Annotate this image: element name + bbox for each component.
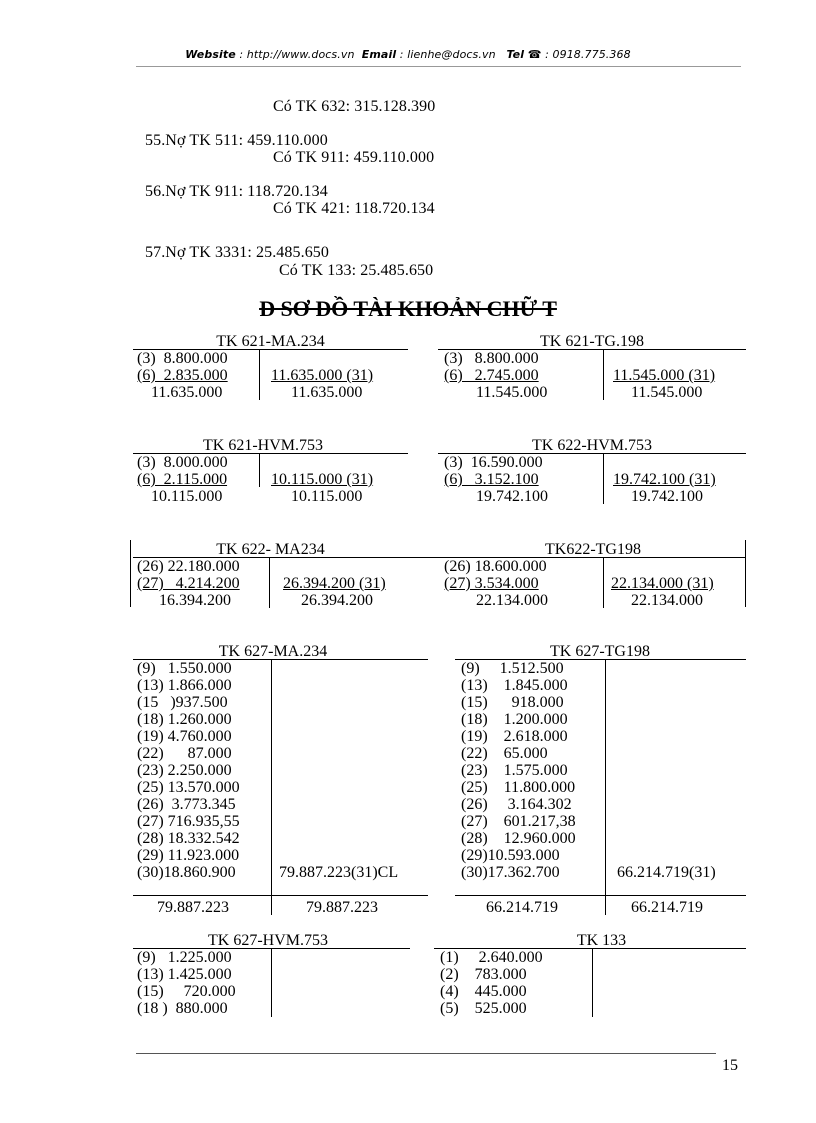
entry-57-debit: 57.Nợ TK 3331: 25.485.650 — [145, 244, 329, 261]
t-account-627-ma234 — [133, 643, 428, 918]
t-account-133 — [434, 932, 746, 1022]
debit-entry: (13) 1.425.000 — [137, 966, 232, 983]
debit-entry: (9) 1.512.500 — [461, 660, 564, 677]
debit-total: 11.545.000 — [476, 384, 548, 401]
debit-entry: (1) 2.640.000 — [440, 949, 543, 966]
website-label: Website — [185, 48, 236, 61]
debit-entry: (6) 2.835.000 — [137, 367, 228, 384]
t-account-621-ma234 — [133, 333, 408, 403]
entry-56-debit: 56.Nợ TK 911: 118.720.134 — [145, 183, 328, 200]
debit-entry: (4) 445.000 — [440, 983, 527, 1000]
debit-entry: (26) 3.164.302 — [461, 796, 572, 813]
email-label: Email — [361, 48, 397, 61]
credit-entry: 66.214.719(31) — [617, 864, 716, 881]
account-name: TK 622- MA234 — [216, 541, 325, 558]
debit-entry: (28) 18.332.542 — [137, 830, 240, 847]
debit-total: 66.214.719 — [486, 899, 558, 916]
entry-57-credit: Có TK 133: 25.485.650 — [279, 262, 434, 279]
t-account-622-ma234 — [133, 541, 408, 611]
debit-entry: (23) 1.575.000 — [461, 762, 568, 779]
entry-credit-632: Có TK 632: 315.128.390 — [273, 98, 436, 115]
credit-total: 19.742.100 — [631, 488, 703, 505]
debit-entry: (3) 8.800.000 — [137, 350, 228, 367]
debit-entry: (15 )937.500 — [137, 694, 228, 711]
t-account-627-hvm753 — [133, 932, 410, 1022]
debit-entry: (23) 2.250.000 — [137, 762, 232, 779]
account-name: TK 621-MA.234 — [216, 333, 325, 350]
debit-entry: (6) 3.152.100 — [444, 471, 539, 488]
phone-icon: ☎ — [527, 48, 542, 61]
debit-entry: (3) 8.000.000 — [137, 454, 228, 471]
tel-label: Tel — [506, 48, 525, 61]
debit-entry: (18) 1.200.000 — [461, 711, 568, 728]
debit-total: 11.635.000 — [151, 384, 223, 401]
debit-entry: (6) 2.115.000 — [137, 471, 228, 488]
debit-total: 10.115.000 — [151, 488, 223, 505]
credit-total: 11.545.000 — [631, 384, 703, 401]
debit-entry: (9) 1.225.000 — [137, 949, 232, 966]
t-account-622-tg198 — [408, 541, 745, 611]
t-account-621-tg198 — [438, 333, 746, 403]
debit-entry: (19) 4.760.000 — [137, 728, 232, 745]
email-value: : lienhe@docs.vn — [396, 48, 496, 61]
entry-55-debit: 55.Nợ TK 511: 459.110.000 — [145, 132, 328, 149]
entry-56-credit: Có TK 421: 118.720.134 — [273, 200, 435, 217]
debit-entry: (27) 716.935,55 — [137, 813, 240, 830]
debit-entry: (15) 720.000 — [137, 983, 236, 1000]
debit-entry: (5) 525.000 — [440, 1000, 527, 1017]
debit-entry: (22) 87.000 — [137, 745, 232, 762]
credit-total: 26.394.200 — [301, 592, 373, 609]
account-name: TK 621-TG.198 — [540, 333, 644, 350]
debit-entry: (3) 8.800.000 — [444, 350, 539, 367]
debit-entry: (26) 3.773.345 — [137, 796, 236, 813]
debit-entry: (27) 3.534.000 — [444, 575, 539, 592]
debit-entry: (9) 1.550.000 — [137, 660, 232, 677]
page-number: 15 — [722, 1057, 738, 1074]
credit-entry: 79.887.223(31)CL — [279, 864, 399, 881]
account-name: TK622-TG198 — [545, 541, 641, 558]
page-header — [0, 48, 816, 61]
debit-entry: (28) 12.960.000 — [461, 830, 576, 847]
credit-entry: 11.635.000 (31) — [271, 367, 374, 384]
credit-total: 22.134.000 — [631, 592, 703, 609]
debit-total: 16.394.200 — [159, 592, 231, 609]
debit-entry: (2) 783.000 — [440, 966, 527, 983]
debit-entry: (26) 22.180.000 — [137, 558, 240, 575]
t-account-627-tg198 — [455, 643, 746, 918]
debit-entry: (19) 2.618.000 — [461, 728, 568, 745]
credit-entry: 26.394.200 (31) — [283, 575, 386, 592]
credit-total: 66.214.719 — [631, 899, 703, 916]
debit-entry: (13) 1.866.000 — [137, 677, 232, 694]
t-account-621-hvm753 — [133, 437, 408, 507]
debit-entry: (3) 16.590.000 — [444, 454, 543, 471]
credit-entry: 11.545.000 (31) — [613, 367, 716, 384]
credit-total: 79.887.223 — [306, 899, 378, 916]
debit-entry: (27) 601.217,38 — [461, 813, 576, 830]
debit-entry: (6) 2.745.000 — [444, 367, 539, 384]
debit-entry: (22) 65.000 — [461, 745, 548, 762]
credit-total: 11.635.000 — [291, 384, 363, 401]
website-value: : http://www.docs.vn — [235, 48, 355, 61]
debit-entry: (26) 18.600.000 — [444, 558, 547, 575]
debit-entry: (30)17.362.700 — [461, 864, 560, 881]
debit-total: 19.742.100 — [476, 488, 548, 505]
debit-entry: (29) 11.923.000 — [137, 847, 240, 864]
entry-55-credit: Có TK 911: 459.110.000 — [273, 149, 435, 166]
frame-left-bar — [130, 540, 131, 607]
credit-entry: 19.742.100 (31) — [613, 471, 716, 488]
debit-entry: (15) 918.000 — [461, 694, 564, 711]
t-account-622-hvm753 — [438, 437, 746, 507]
header-divider — [136, 66, 741, 67]
account-name: TK 627-HVM.753 — [208, 932, 328, 949]
account-name: TK 627-TG198 — [550, 643, 650, 660]
debit-entry: (29)10.593.000 — [461, 847, 560, 864]
debit-total: 22.134.000 — [476, 592, 548, 609]
account-name: TK 627-MA.234 — [218, 643, 328, 660]
debit-entry: (18) 1.260.000 — [137, 711, 232, 728]
debit-entry: (13) 1.845.000 — [461, 677, 568, 694]
debit-entry: (25) 13.570.000 — [137, 779, 240, 796]
debit-entry: (18 ) 880.000 — [137, 1000, 228, 1017]
tel-value: : 0918.775.368 — [541, 48, 631, 61]
debit-entry: (27) 4.214.200 — [137, 575, 240, 592]
credit-entry: 10.115.000 (31) — [271, 471, 374, 488]
account-name: TK 621-HVM.753 — [203, 437, 323, 454]
debit-entry: (30)18.860.900 — [137, 864, 236, 881]
debit-entry: (25) 11.800.000 — [461, 779, 576, 796]
account-name: TK 133 — [576, 932, 627, 949]
footer-divider — [136, 1053, 716, 1054]
debit-total: 79.887.223 — [157, 899, 229, 916]
account-name: TK 622-HVM.753 — [532, 437, 652, 454]
credit-total: 10.115.000 — [291, 488, 363, 505]
credit-entry: 22.134.000 (31) — [611, 575, 714, 592]
section-title: Đ SƠ ĐỒ TÀI KHOẢN CHỮ T — [259, 296, 557, 321]
